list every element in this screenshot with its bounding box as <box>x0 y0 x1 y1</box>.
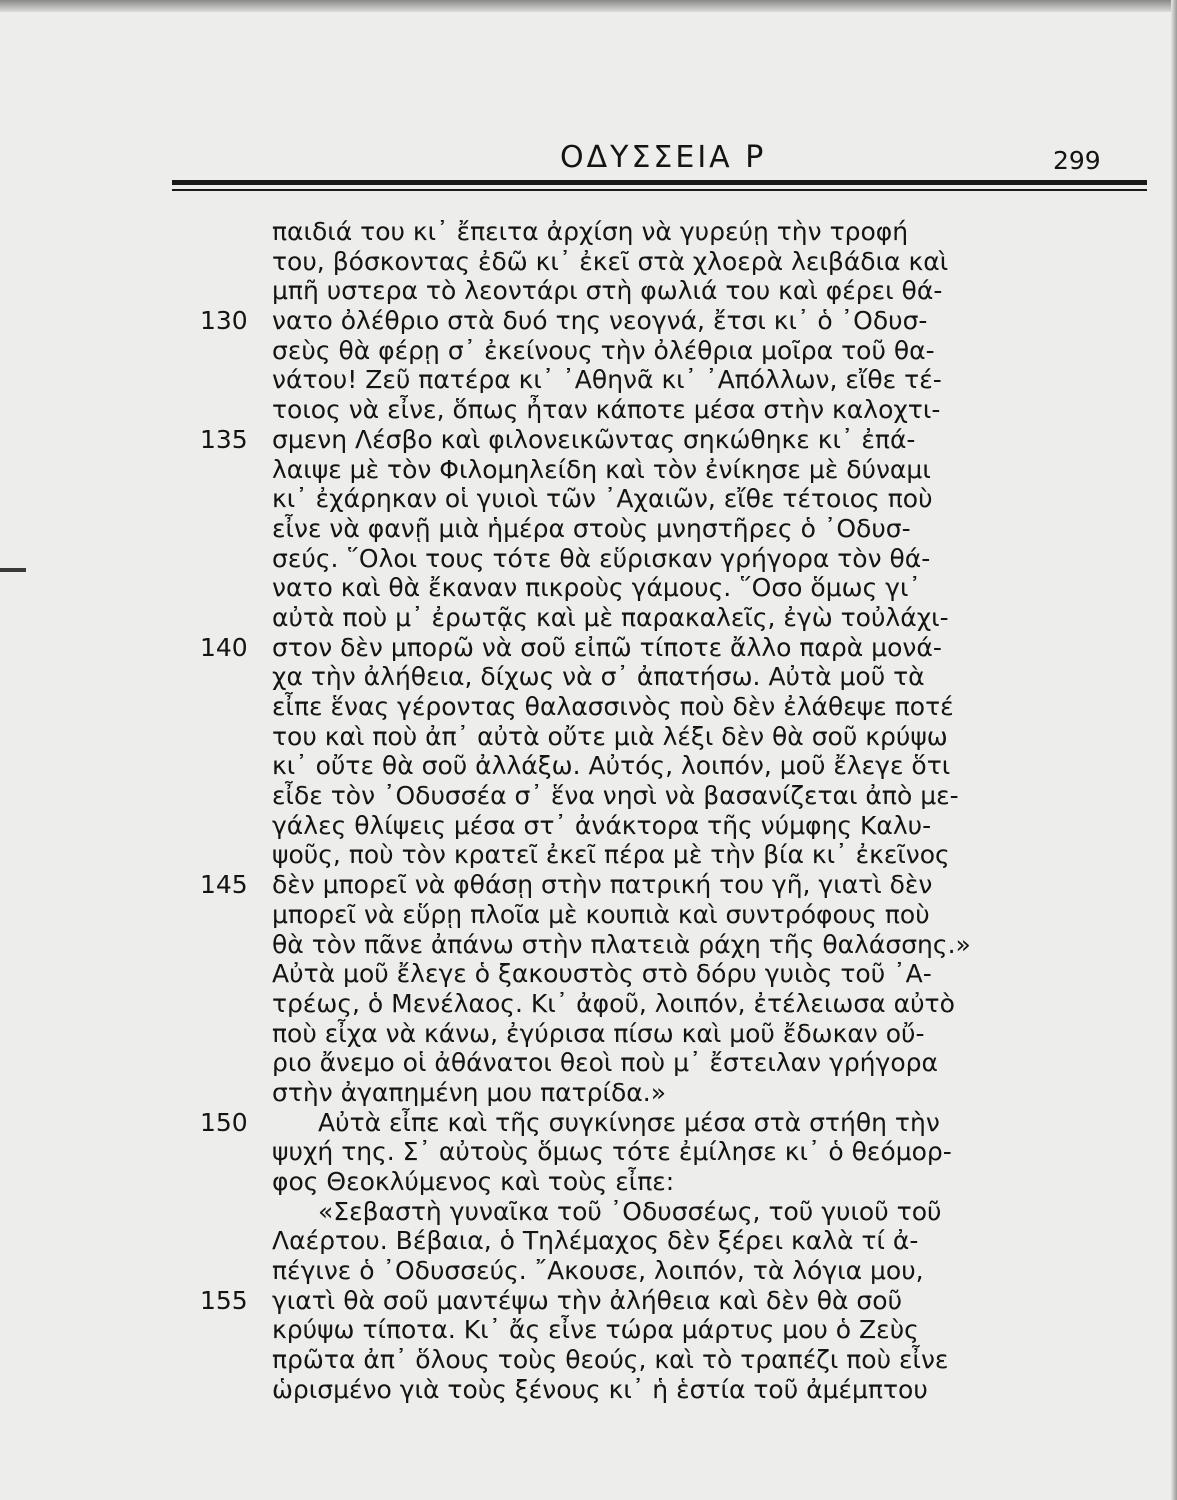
line-text: Αὐτὰ εἶπε καὶ τῆς συγκίνησε μέσα στὰ στήθη τὴν <box>318 1107 940 1137</box>
running-title: ΟΔΥΣΣΕΙΑ Ρ <box>560 140 767 175</box>
header-rule-thin <box>172 189 1147 191</box>
line-text: τρέως, ὁ Μενέλαος. Κι᾽ ἀφοῦ, λοιπόν, ἐτέλειωσα αὐτὸ <box>272 988 955 1018</box>
text-line <box>0 1226 1177 1256</box>
line-text: στον δὲν μπορῶ νὰ σοῦ εἰπῶ τίποτε ἄλλο παρὰ μονά- <box>272 632 942 662</box>
line-text: νατο καὶ θὰ ἔκαναν πικροὺς γάμους. ῞Οσο ὅμως γι᾽ <box>272 573 921 603</box>
header-rule-thick <box>172 180 1147 185</box>
text-line <box>0 395 1177 425</box>
line-text: πέγινε ὁ ᾿Οδυσσεύς. ῎Ακουσε, λοιπόν, τὰ λόγια μου, <box>272 1256 924 1286</box>
text-line <box>0 573 1177 603</box>
line-text: γιατὶ θὰ σοῦ μαντέψω τὴν ἀλήθεια καὶ δὲν θὰ σοῦ <box>272 1285 903 1315</box>
text-line <box>0 811 1177 841</box>
text-line <box>0 1256 1177 1286</box>
text-line <box>0 1345 1177 1375</box>
text-line <box>0 1315 1177 1345</box>
text-line <box>0 900 1177 930</box>
line-number: 130 <box>200 306 248 336</box>
line-text: εἶδε τὸν ᾿Οδυσσέα σ᾽ ἕνα νησὶ νὰ βασανίζεται ἀπὸ με- <box>272 781 959 811</box>
line-text: αὐτὰ ποὺ μ᾽ ἐρωτᾷς καὶ μὲ παρακαλεῖς, ἐγὼ τοὐλάχι- <box>272 602 949 632</box>
line-text: χα τὴν ἀλήθεια, δίχως νὰ σ᾽ ἀπατήσω. Αὐτὰ μοῦ τὰ <box>272 662 925 692</box>
text-line <box>0 751 1177 781</box>
line-text: σμενη Λέσβο καὶ φιλονεικῶντας σηκώθηκε κι᾽ ἐπά- <box>272 424 916 454</box>
line-text: εἶνε νὰ φανῇ μιὰ ἡμέρα στοὺς μνηστῆρες ὁ ᾿Οδυσ- <box>272 513 911 543</box>
line-text: δὲν μπορεῖ νὰ φθάσῃ στὴν πατρική του γῆ, γιατὶ δὲν <box>272 870 933 900</box>
line-text: πρῶτα ἀπ᾽ ὅλους τοὺς θεούς, καὶ τὸ τραπέζι ποὺ εἶνε <box>272 1345 949 1375</box>
text-line <box>0 603 1177 633</box>
text-line <box>0 306 1177 336</box>
line-text: ὡρισμένο γιὰ τοὺς ξένους κι᾽ ἡ ἑστία τοῦ ἀμέμπτου <box>272 1374 928 1404</box>
line-text: Αὐτὰ μοῦ ἔλεγε ὁ ξακουστὸς στὸ δόρυ γυιὸς τοῦ ᾿Α- <box>272 959 932 989</box>
line-text: κι᾽ οὔτε θὰ σοῦ ἀλλάξω. Αὐτός, λοιπόν, μοῦ ἔλεγε ὅτι <box>272 751 951 781</box>
text-line <box>0 870 1177 900</box>
text-line <box>0 989 1177 1019</box>
text-line <box>0 514 1177 544</box>
body-text <box>0 217 1177 1405</box>
text-line <box>0 1078 1177 1108</box>
line-text: του καὶ ποὺ ἀπ᾽ αὐτὰ οὔτε μιὰ λέξι δὲν θὰ σοῦ κρύψω <box>272 721 948 751</box>
line-number: 145 <box>200 870 248 900</box>
text-line <box>0 781 1177 811</box>
text-line <box>0 425 1177 455</box>
line-text: κι᾽ ἐχάρηκαν οἱ γυιοὶ τῶν ᾿Αχαιῶν, εἴθε τέτοιος ποὺ <box>272 484 933 514</box>
text-line <box>0 930 1177 960</box>
line-text: ριο ἄνεμο οἱ ἀθάνατοι θεοὶ ποὺ μ᾽ ἔστειλαν γρήγορα <box>272 1048 938 1078</box>
text-line <box>0 1375 1177 1405</box>
line-text: «Σεβαστὴ γυναῖκα τοῦ ᾿Οδυσσέως, τοῦ γυιοῦ τοῦ <box>318 1196 942 1226</box>
text-line <box>0 1197 1177 1227</box>
line-text: Λαέρτου. Βέβαια, ὁ Τηλέμαχος δὲν ξέρει καλὰ τί ἀ- <box>272 1226 919 1256</box>
text-line <box>0 484 1177 514</box>
line-text: παιδιά του κι᾽ ἔπειτα ἀρχίση νὰ γυρεύῃ τὴν τροφή <box>272 217 909 246</box>
line-text: ποὺ εἶχα νὰ κάνω, ἐγύρισα πίσω καὶ μοῦ ἔδωκαν οὔ- <box>272 1018 925 1048</box>
text-line <box>0 722 1177 752</box>
line-text: ψοῦς, ποὺ τὸν κρατεῖ ἐκεῖ πέρα μὲ τὴν βία κι᾽ ἐκεῖνος <box>272 840 950 870</box>
line-text: φος Θεοκλύμενος καὶ τοὺς εἶπε: <box>272 1167 675 1196</box>
line-text: στὴν ἀγαπημένη μου πατρίδα.» <box>272 1077 667 1107</box>
line-number: 155 <box>200 1285 248 1315</box>
text-line <box>0 840 1177 870</box>
line-text: του, βόσκοντας ἐδῶ κι᾽ ἐκεῖ στὰ χλοερὰ λειβάδια καὶ <box>272 246 949 276</box>
text-line <box>0 1108 1177 1138</box>
text-line <box>0 959 1177 989</box>
text-line <box>0 1048 1177 1078</box>
text-line <box>0 662 1177 692</box>
text-line <box>0 544 1177 574</box>
text-line <box>0 247 1177 277</box>
text-line <box>0 692 1177 722</box>
page-number: 299 <box>1053 146 1101 175</box>
text-line <box>0 276 1177 306</box>
text-line <box>0 1019 1177 1049</box>
text-line <box>0 633 1177 663</box>
running-head <box>0 140 1177 180</box>
text-line <box>0 1286 1177 1316</box>
text-line <box>0 1167 1177 1197</box>
line-number: 150 <box>200 1107 248 1137</box>
line-text: σεύς. ῞Ολοι τους τότε θὰ εὕρισκαν γρήγορα τὸν θά- <box>272 543 931 573</box>
line-text: λαιψε μὲ τὸν Φιλομηλείδη καὶ τὸν ἐνίκησε μὲ δύναμι <box>272 454 931 484</box>
line-text: θὰ τὸν πᾶνε ἀπάνω στὴν πλατειὰ ράχη τῆς θαλάσσης.» <box>272 929 971 959</box>
text-line <box>0 365 1177 395</box>
line-text: νάτου! Ζεῦ πατέρα κι᾽ ᾿Αθηνᾶ κι᾽ ᾿Απόλλων, εἴθε τέ- <box>272 365 942 395</box>
line-text: εἶπε ἕνας γέροντας θαλασσινὸς ποὺ δὲν ἐλάθεψε ποτέ <box>272 692 954 721</box>
scan-edge-top <box>0 0 1177 12</box>
text-line <box>0 217 1177 247</box>
line-text: σεὺς θὰ φέρῃ σ᾽ ἐκείνους τὴν ὀλέθρια μοῖρα τοῦ θα- <box>272 335 935 365</box>
line-text: τοιος νὰ εἶνε, ὅπως ἦταν κάποτε μέσα στὴν καλοχτι- <box>272 395 941 425</box>
line-number: 140 <box>200 632 248 662</box>
line-text: γάλες θλίψεις μέσα στ᾽ ἀνάκτορα τῆς νύμφης Καλυ- <box>272 810 932 840</box>
line-text: νατο ὀλέθριο στὰ δυό της νεογνά, ἔτσι κι᾽ ὁ ᾿Οδυσ- <box>272 306 928 336</box>
line-text: ψυχή της. Σ᾽ αὐτοὺς ὅμως τότε ἐμίλησε κι᾽ ὁ θεόμορ- <box>272 1137 952 1167</box>
text-line <box>0 1137 1177 1167</box>
text-line <box>0 455 1177 485</box>
text-line <box>0 336 1177 366</box>
line-number: 135 <box>200 424 248 454</box>
line-text: κρύψω τίποτα. Κι᾽ ἄς εἶνε τώρα μάρτυς μου ὁ Ζεὺς <box>272 1315 919 1345</box>
line-text: μπῆ υστερα τὸ λεοντάρι στὴ φωλιά του καὶ φέρει θά- <box>272 276 943 306</box>
line-text: μπορεῖ νὰ εὕρῃ πλοῖα μὲ κουπιὰ καὶ συντρόφους ποὺ <box>272 899 930 929</box>
